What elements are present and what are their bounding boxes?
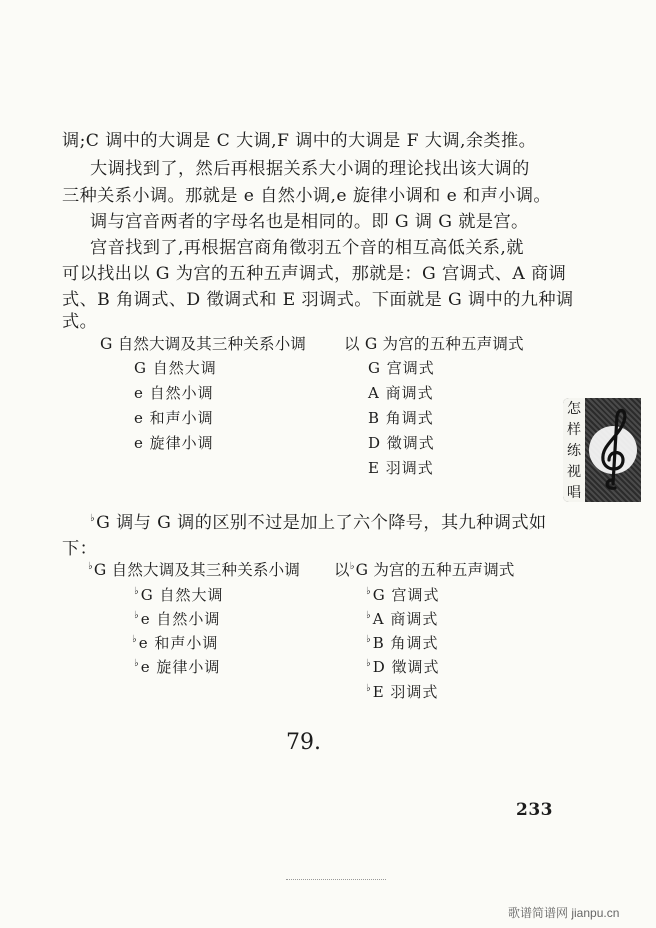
paragraph-line-3: 三种关系小调。那就是 e 自然小调,e 旋律小调和 e 和声小调。 (62, 186, 551, 206)
table2-right-item-text: G 宫调式 (372, 586, 440, 604)
page-number: 233 (516, 800, 553, 820)
paragraph-line-8: 式。 (62, 312, 98, 332)
paragraph-line-2: 大调找到了，然后再根据关系大小调的理论找出该大调的 (90, 159, 530, 179)
table2-right-header (334, 558, 515, 580)
table2-right-item-text: E 羽调式 (372, 683, 439, 701)
side-tab-char: 练 (567, 442, 581, 459)
side-tab-char: 怎 (567, 401, 581, 418)
table2-right-item-text: B 角调式 (372, 634, 439, 652)
table2-right-item-text: D 徵调式 (372, 658, 440, 676)
flat-sign: ♭ (366, 658, 372, 669)
table2-right-item (366, 584, 439, 605)
side-tab-title (563, 398, 585, 502)
flat-sign: ♭ (134, 610, 140, 621)
table1-left-item: e 旋律小调 (134, 434, 214, 452)
flat-sign: ♭ (366, 610, 372, 621)
watermark: 歌谱简谱网 jianpu.cn (508, 906, 620, 920)
treble-clef-icon (587, 402, 639, 498)
table1-right-item: E 羽调式 (368, 459, 434, 477)
table1-left-item: G 自然大调 (134, 359, 217, 377)
table2-right-item (366, 656, 440, 677)
table2-left-item-text: e 和声小调 (138, 634, 219, 652)
paragraph-line-4: 调与宫音两者的字母名也是相同的。即 G 调 G 就是宫。 (90, 212, 529, 232)
paragraph-line-7: 式、B 角调式、D 徵调式和 E 羽调式。下面就是 G 调中的九种调 (62, 290, 574, 310)
table1-right-item: A 商调式 (368, 384, 434, 402)
paragraph-line-1: 调;C 调中的大调是 C 大调,F 调中的大调是 F 大调,余类推。 (62, 131, 537, 151)
chapter-side-tab (563, 398, 641, 502)
side-tab-char: 唱 (567, 484, 581, 501)
flat-sign: ♭ (90, 513, 96, 525)
table2-left-item (132, 632, 218, 653)
flat-sign: ♭ (366, 683, 372, 694)
inner-page-number: 79. (286, 730, 321, 755)
flat-sign: ♭ (349, 560, 355, 572)
paragraph2-line-1 (90, 508, 547, 533)
paragraph-line-5: 宫音找到了,再根据宫商角徵羽五个音的相互高低关系,就 (90, 238, 524, 258)
flat-sign: ♭ (134, 586, 140, 597)
table2-right-item (366, 681, 438, 702)
table1-left-item: e 自然小调 (134, 384, 214, 402)
paragraph-line-6: 可以找出以 G 为宫的五种五声调式，那就是：G 宫调式、A 商调 (62, 264, 567, 284)
table1-left-item: e 和声小调 (134, 409, 214, 427)
table2-left-item-text: G 自然大调 (140, 586, 224, 604)
table2-left-item (134, 584, 223, 605)
paragraph2-line-1-text: G 调与 G 调的区别不过是加上了六个降号，其九种调式如 (96, 513, 547, 533)
table2-right-item (366, 608, 438, 629)
table1-right-header: 以 G 为宫的五种五声调式 (344, 335, 524, 353)
table2-right-item (366, 632, 439, 653)
flat-sign: ♭ (88, 560, 93, 572)
table2-left-header-text: G 自然大调及其三种关系小调 (93, 561, 301, 579)
flat-sign: ♭ (134, 658, 140, 669)
footer-dots (286, 879, 386, 880)
table1-right-item: G 宫调式 (368, 359, 435, 377)
table2-left-header (88, 558, 300, 580)
flat-sign: ♭ (132, 634, 138, 645)
table2-right-header-text: G 为宫的五种五声调式 (355, 561, 515, 579)
flat-sign: ♭ (366, 634, 372, 645)
table2-left-item-text: e 自然小调 (140, 610, 221, 628)
table2-left-item-text: e 旋律小调 (140, 658, 221, 676)
side-tab-char: 视 (567, 463, 581, 480)
table2-right-item-text: A 商调式 (372, 610, 439, 628)
paragraph2-line-2: 下： (62, 539, 98, 559)
table1-right-item: B 角调式 (368, 409, 434, 427)
table2-left-item (134, 608, 220, 629)
flat-sign: ♭ (366, 586, 372, 597)
table2-right-header-pre: 以 (334, 561, 350, 579)
table1-left-header: G 自然大调及其三种关系小调 (100, 335, 307, 353)
side-tab-char: 样 (567, 422, 581, 439)
table1-right-item: D 徵调式 (368, 434, 435, 452)
table2-left-item (134, 656, 220, 677)
